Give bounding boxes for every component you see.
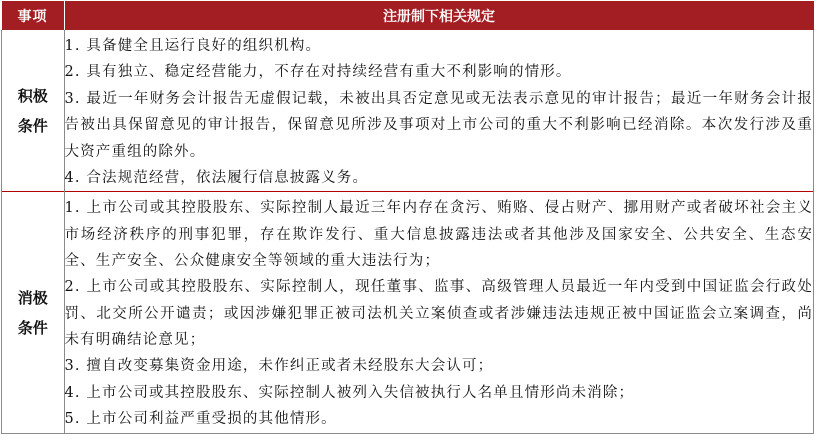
list-item: 5. 上市公司利益严重受损的其他情形。 xyxy=(64,410,337,427)
category-label-line2: 条件 xyxy=(17,116,48,135)
category-negative xyxy=(2,192,65,434)
list-item: 2. 上市公司或其控股股东、实际控制人，现任董事、监事、高级管理人员最近一年内受到中国证监会行政处罚、北交所公开谴责；或因涉嫌犯罪正被司法机关立案侦查或者涉嫌违法违规正被中国证监会立案调查，尚未有明确结论意见； xyxy=(64,279,813,348)
list-item: 3. 最近一年财务会计报告无虚假记载，未被出具否定意见或无法表示意见的审计报告；最近一年财务会计报告被出具保留意见的审计报告，保留意见所涉及事项对上市公司的重大不利影响已经消除。本次发行涉及重大资产重组的除外。 xyxy=(64,90,813,160)
content-negative xyxy=(64,192,814,434)
table-header-row xyxy=(2,1,814,30)
category-label-line1: 消极 xyxy=(17,288,48,307)
table-row-positive xyxy=(2,30,814,192)
regulation-table xyxy=(1,1,814,434)
category-label-line2: 条件 xyxy=(17,318,48,337)
table-row-negative xyxy=(2,192,814,434)
category-positive xyxy=(2,30,65,192)
header-content: 注册制下相关规定 xyxy=(64,1,814,30)
header-category: 事项 xyxy=(2,1,65,30)
list-item: 1. 上市公司或其控股股东、实际控制人最近三年内存在贪污、贿赂、侵占财产、挪用财产或者破坏社会主义市场经济秩序的刑事犯罪，存在欺诈发行、重大信息披露违法或者其他涉及国家安全、公共安全、生态安全、生产安全、公众健康安全等领域的重大违法行为； xyxy=(64,200,813,270)
category-label-line1: 积极 xyxy=(17,86,48,105)
list-item: 2. 具有独立、稳定经营能力，不存在对持续经营有重大不利影响的情形。 xyxy=(64,64,572,81)
list-item: 4. 上市公司或其控股股东、实际控制人被列入失信被执行人名单且情形尚未消除； xyxy=(64,384,635,401)
content-positive xyxy=(64,30,814,192)
list-item: 3. 擅自改变募集资金用途，未作纠正或者未经股东大会认可； xyxy=(64,358,494,375)
list-item: 4. 合法规范经营，依法履行信息披露义务。 xyxy=(64,170,369,187)
list-item: 1. 具备健全且运行良好的组织机构。 xyxy=(64,38,322,54)
